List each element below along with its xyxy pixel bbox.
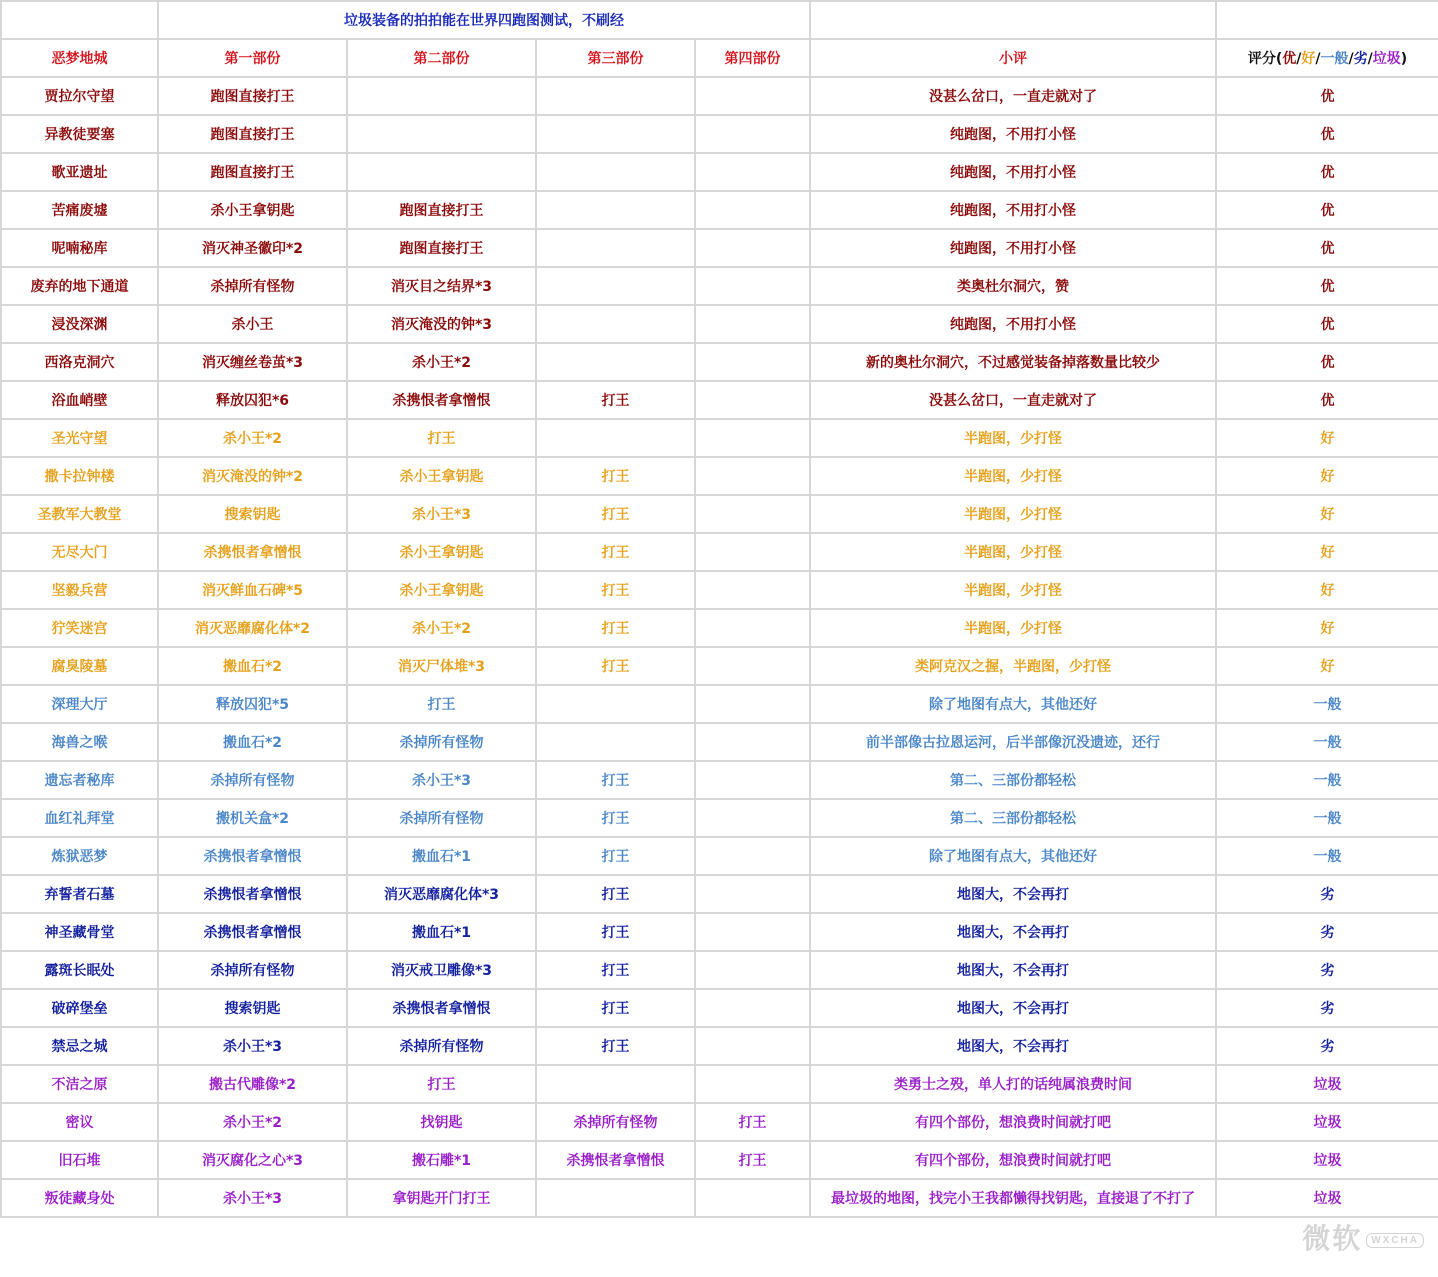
part3-cell: 打王 <box>536 381 695 419</box>
table-row <box>1 305 1438 343</box>
rating-cell: 一般 <box>1216 761 1438 799</box>
part2-cell: 打王 <box>347 685 536 723</box>
part4-cell <box>695 799 810 837</box>
rating-cell: 垃圾 <box>1216 1103 1438 1141</box>
part4-cell <box>695 647 810 685</box>
rating-cell: 劣 <box>1216 951 1438 989</box>
rating-legend-hao: 好 <box>1301 51 1316 67</box>
part1-cell: 杀携恨者拿憎恨 <box>158 913 347 951</box>
part4-cell <box>695 343 810 381</box>
rating-cell: 劣 <box>1216 1027 1438 1065</box>
part3-cell: 打王 <box>536 989 695 1027</box>
part3-cell: 打王 <box>536 837 695 875</box>
part1-cell: 搬机关盒*2 <box>158 799 347 837</box>
table-row <box>1 1179 1438 1217</box>
dungeon-name: 狞笑迷宫 <box>1 609 158 647</box>
part2-cell: 搬石雕*1 <box>347 1141 536 1179</box>
part4-cell <box>695 115 810 153</box>
comment-cell: 半跑图，少打怪 <box>810 495 1216 533</box>
part1-cell: 搬古代雕像*2 <box>158 1065 347 1103</box>
part2-cell: 杀掉所有怪物 <box>347 799 536 837</box>
part4-cell <box>695 609 810 647</box>
comment-cell: 第二、三部份都轻松 <box>810 799 1216 837</box>
dungeon-name: 西洛克洞穴 <box>1 343 158 381</box>
dungeon-name: 浸没深渊 <box>1 305 158 343</box>
dungeon-name: 坚毅兵营 <box>1 571 158 609</box>
part2-cell: 杀掉所有怪物 <box>347 1027 536 1065</box>
part4-cell <box>695 875 810 913</box>
table-row <box>1 723 1438 761</box>
part4-cell <box>695 1179 810 1217</box>
comment-cell: 最垃圾的地图，找完小王我都懒得找钥匙，直接退了不打了 <box>810 1179 1216 1217</box>
part4-cell: 打王 <box>695 1141 810 1179</box>
table-row <box>1 1141 1438 1179</box>
rating-cell: 好 <box>1216 647 1438 685</box>
dungeon-name: 血红礼拜堂 <box>1 799 158 837</box>
part1-cell: 搜索钥匙 <box>158 989 347 1027</box>
part4-cell <box>695 153 810 191</box>
part4-cell <box>695 989 810 1027</box>
part4-cell <box>695 381 810 419</box>
part1-cell: 杀掉所有怪物 <box>158 761 347 799</box>
part3-cell: 打王 <box>536 571 695 609</box>
comment-cell: 半跑图，少打怪 <box>810 571 1216 609</box>
part1-cell: 消灭缠丝卷茧*3 <box>158 343 347 381</box>
part1-cell: 搜索钥匙 <box>158 495 347 533</box>
dungeon-name: 遗忘者秘库 <box>1 761 158 799</box>
dungeon-name: 呢喃秘库 <box>1 229 158 267</box>
rating-legend-prefix: 评分( <box>1247 51 1283 67</box>
part2-cell: 杀小王拿钥匙 <box>347 457 536 495</box>
part1-cell: 释放囚犯*5 <box>158 685 347 723</box>
rating-cell: 优 <box>1216 153 1438 191</box>
part3-cell <box>536 267 695 305</box>
part2-cell: 跑图直接打王 <box>347 191 536 229</box>
comment-cell: 新的奥杜尔洞穴，不过感觉装备掉落数量比较少 <box>810 343 1216 381</box>
part3-cell: 打王 <box>536 761 695 799</box>
rating-cell: 劣 <box>1216 989 1438 1027</box>
part2-cell <box>347 77 536 115</box>
table-row <box>1 533 1438 571</box>
note-row <box>1 1 1438 39</box>
comment-cell: 第二、三部份都轻松 <box>810 761 1216 799</box>
part2-cell <box>347 153 536 191</box>
comment-cell: 纯跑图，不用打小怪 <box>810 115 1216 153</box>
part3-cell: 打王 <box>536 799 695 837</box>
part4-cell <box>695 419 810 457</box>
part1-cell: 杀掉所有怪物 <box>158 951 347 989</box>
comment-cell: 类奥杜尔洞穴，赞 <box>810 267 1216 305</box>
comment-cell: 类阿克汉之握，半跑图，少打怪 <box>810 647 1216 685</box>
part3-cell: 杀携恨者拿憎恨 <box>536 1141 695 1179</box>
part1-cell: 杀小王*2 <box>158 419 347 457</box>
dungeon-name: 旧石堆 <box>1 1141 158 1179</box>
comment-cell: 纯跑图，不用打小怪 <box>810 191 1216 229</box>
part4-cell <box>695 305 810 343</box>
part1-cell: 杀携恨者拿憎恨 <box>158 837 347 875</box>
part1-cell: 消灭淹没的钟*2 <box>158 457 347 495</box>
part4-cell <box>695 495 810 533</box>
rating-cell: 优 <box>1216 381 1438 419</box>
part3-cell <box>536 419 695 457</box>
part1-cell: 杀携恨者拿憎恨 <box>158 533 347 571</box>
part4-cell <box>695 723 810 761</box>
header-part4: 第四部份 <box>695 39 810 77</box>
rating-legend-sep: / <box>1296 51 1302 67</box>
part2-cell: 消灭戒卫雕像*3 <box>347 951 536 989</box>
rating-cell: 好 <box>1216 533 1438 571</box>
part2-cell: 搬血石*1 <box>347 913 536 951</box>
dungeon-name: 浴血峭壁 <box>1 381 158 419</box>
part3-cell <box>536 723 695 761</box>
test-note: 垃圾装备的拍拍能在世界四跑图测试，不刷经 <box>158 1 810 39</box>
part2-cell: 消灭尸体堆*3 <box>347 647 536 685</box>
part4-cell <box>695 837 810 875</box>
part1-cell: 消灭鲜血石碑*5 <box>158 571 347 609</box>
part2-cell: 杀小王拿钥匙 <box>347 533 536 571</box>
comment-cell: 纯跑图，不用打小怪 <box>810 229 1216 267</box>
comment-cell: 前半部像古拉恩运河，后半部像沉没遗迹，还行 <box>810 723 1216 761</box>
part1-cell: 跑图直接打王 <box>158 115 347 153</box>
table-row <box>1 913 1438 951</box>
part3-cell <box>536 153 695 191</box>
part1-cell: 跑图直接打王 <box>158 77 347 115</box>
watermark-logo: 微软 WXCHA <box>1302 1217 1424 1257</box>
table-row <box>1 343 1438 381</box>
part4-cell <box>695 913 810 951</box>
comment-cell: 地图大，不会再打 <box>810 1027 1216 1065</box>
comment-cell: 半跑图，少打怪 <box>810 609 1216 647</box>
part1-cell: 杀小王*2 <box>158 1103 347 1141</box>
part2-cell <box>347 115 536 153</box>
part3-cell <box>536 305 695 343</box>
dungeon-name: 腐臭陵墓 <box>1 647 158 685</box>
dungeon-name: 神圣藏骨堂 <box>1 913 158 951</box>
part4-cell <box>695 191 810 229</box>
part4-cell <box>695 229 810 267</box>
part3-cell <box>536 191 695 229</box>
comment-cell: 地图大，不会再打 <box>810 913 1216 951</box>
dungeon-name: 海兽之喉 <box>1 723 158 761</box>
rating-legend-lie: 劣 <box>1353 51 1368 67</box>
part2-cell: 打王 <box>347 419 536 457</box>
part3-cell: 打王 <box>536 913 695 951</box>
part3-cell <box>536 1179 695 1217</box>
rating-cell: 优 <box>1216 343 1438 381</box>
rating-cell: 优 <box>1216 267 1438 305</box>
rating-cell: 垃圾 <box>1216 1179 1438 1217</box>
rating-cell: 好 <box>1216 457 1438 495</box>
part4-cell <box>695 457 810 495</box>
part3-cell <box>536 343 695 381</box>
comment-cell: 地图大，不会再打 <box>810 989 1216 1027</box>
table-row <box>1 457 1438 495</box>
rating-cell: 优 <box>1216 305 1438 343</box>
rating-cell: 优 <box>1216 77 1438 115</box>
part4-cell <box>695 77 810 115</box>
rating-cell: 劣 <box>1216 875 1438 913</box>
part3-cell: 打王 <box>536 647 695 685</box>
rating-legend-yiban: 一般 <box>1320 51 1349 67</box>
part3-cell <box>536 685 695 723</box>
rating-cell: 好 <box>1216 419 1438 457</box>
rating-cell: 一般 <box>1216 685 1438 723</box>
dungeon-name: 弃誓者石墓 <box>1 875 158 913</box>
rating-legend-laji: 垃圾 <box>1372 51 1401 67</box>
table-row <box>1 77 1438 115</box>
part4-cell <box>695 951 810 989</box>
rating-cell: 好 <box>1216 495 1438 533</box>
dungeon-name: 叛徒藏身处 <box>1 1179 158 1217</box>
comment-cell: 除了地图有点大，其他还好 <box>810 685 1216 723</box>
part3-cell: 打王 <box>536 495 695 533</box>
header-rating <box>1216 39 1438 77</box>
rating-cell: 优 <box>1216 115 1438 153</box>
note-empty-cell <box>810 1 1216 39</box>
dungeon-name: 苦痛废墟 <box>1 191 158 229</box>
dungeon-name: 破碎堡垒 <box>1 989 158 1027</box>
rating-cell: 劣 <box>1216 913 1438 951</box>
part4-cell <box>695 761 810 799</box>
part2-cell: 杀掉所有怪物 <box>347 723 536 761</box>
table-row <box>1 495 1438 533</box>
comment-cell: 除了地图有点大，其他还好 <box>810 837 1216 875</box>
part3-cell: 打王 <box>536 875 695 913</box>
table-row <box>1 381 1438 419</box>
part1-cell: 搬血石*2 <box>158 723 347 761</box>
rating-legend-sep: / <box>1367 51 1373 67</box>
part2-cell: 找钥匙 <box>347 1103 536 1141</box>
comment-cell: 半跑图，少打怪 <box>810 533 1216 571</box>
rating-legend-sep: / <box>1348 51 1354 67</box>
part2-cell: 杀携恨者拿憎恨 <box>347 989 536 1027</box>
table-row <box>1 419 1438 457</box>
table-row <box>1 609 1438 647</box>
part4-cell <box>695 685 810 723</box>
part2-cell: 消灭目之结界*3 <box>347 267 536 305</box>
rating-cell: 优 <box>1216 191 1438 229</box>
rating-cell: 一般 <box>1216 723 1438 761</box>
rating-cell: 好 <box>1216 609 1438 647</box>
part2-cell: 消灭淹没的钟*3 <box>347 305 536 343</box>
part2-cell: 跑图直接打王 <box>347 229 536 267</box>
comment-cell: 地图大，不会再打 <box>810 951 1216 989</box>
part2-cell: 杀小王*3 <box>347 761 536 799</box>
part4-cell <box>695 1065 810 1103</box>
table-row <box>1 1103 1438 1141</box>
dungeon-name: 无尽大门 <box>1 533 158 571</box>
table-row <box>1 989 1438 1027</box>
part3-cell <box>536 77 695 115</box>
comment-cell: 有四个部份，想浪费时间就打吧 <box>810 1103 1216 1141</box>
part4-cell <box>695 267 810 305</box>
comment-cell: 没甚么岔口，一直走就对了 <box>810 77 1216 115</box>
table-row <box>1 153 1438 191</box>
dungeon-name: 贾拉尔守望 <box>1 77 158 115</box>
part3-cell: 打王 <box>536 609 695 647</box>
dungeon-name: 废弃的地下通道 <box>1 267 158 305</box>
part1-cell: 杀携恨者拿憎恨 <box>158 875 347 913</box>
header-part1: 第一部份 <box>158 39 347 77</box>
table-row <box>1 267 1438 305</box>
part3-cell: 打王 <box>536 533 695 571</box>
comment-cell: 半跑图，少打怪 <box>810 457 1216 495</box>
part1-cell: 杀小王 <box>158 305 347 343</box>
note-empty-cell <box>1216 1 1438 39</box>
part2-cell: 打王 <box>347 1065 536 1103</box>
part4-cell <box>695 1027 810 1065</box>
comment-cell: 有四个部份，想浪费时间就打吧 <box>810 1141 1216 1179</box>
table-body <box>1 1 1438 1217</box>
rating-legend-sep: / <box>1315 51 1321 67</box>
header-part3: 第三部份 <box>536 39 695 77</box>
header-row <box>1 39 1438 77</box>
table-row <box>1 1027 1438 1065</box>
table-row <box>1 1065 1438 1103</box>
table-row <box>1 229 1438 267</box>
rating-legend-you: 优 <box>1282 51 1297 67</box>
table-row <box>1 837 1438 875</box>
rating-cell: 一般 <box>1216 799 1438 837</box>
dungeon-name: 圣光守望 <box>1 419 158 457</box>
dungeon-name: 异教徒要塞 <box>1 115 158 153</box>
part1-cell: 消灭腐化之心*3 <box>158 1141 347 1179</box>
part2-cell: 搬血石*1 <box>347 837 536 875</box>
part1-cell: 杀小王拿钥匙 <box>158 191 347 229</box>
part2-cell: 杀小王*2 <box>347 343 536 381</box>
part3-cell: 打王 <box>536 457 695 495</box>
dungeon-name: 禁忌之城 <box>1 1027 158 1065</box>
table-row <box>1 951 1438 989</box>
part2-cell: 消灭恶靡腐化体*3 <box>347 875 536 913</box>
part1-cell: 搬血石*2 <box>158 647 347 685</box>
comment-cell: 没甚么岔口，一直走就对了 <box>810 381 1216 419</box>
part1-cell: 杀掉所有怪物 <box>158 267 347 305</box>
dungeon-name: 密议 <box>1 1103 158 1141</box>
header-comment: 小评 <box>810 39 1216 77</box>
header-part2: 第二部份 <box>347 39 536 77</box>
part4-cell: 打王 <box>695 1103 810 1141</box>
comment-cell: 半跑图，少打怪 <box>810 419 1216 457</box>
part1-cell: 杀小王*3 <box>158 1027 347 1065</box>
header-dungeon: 恶梦地城 <box>1 39 158 77</box>
part1-cell: 消灭神圣徽印*2 <box>158 229 347 267</box>
dungeon-name: 露斑长眠处 <box>1 951 158 989</box>
part2-cell: 杀小王*3 <box>347 495 536 533</box>
part3-cell: 打王 <box>536 1027 695 1065</box>
part4-cell <box>695 571 810 609</box>
rating-cell: 垃圾 <box>1216 1065 1438 1103</box>
dungeon-name: 不洁之原 <box>1 1065 158 1103</box>
dungeon-name: 歌亚遗址 <box>1 153 158 191</box>
part2-cell: 杀小王拿钥匙 <box>347 571 536 609</box>
note-empty-cell <box>1 1 158 39</box>
table-row <box>1 685 1438 723</box>
part1-cell: 释放囚犯*6 <box>158 381 347 419</box>
part1-cell: 杀小王*3 <box>158 1179 347 1217</box>
rating-legend-suffix: ) <box>1400 51 1408 67</box>
part2-cell: 杀小王*2 <box>347 609 536 647</box>
table-row <box>1 191 1438 229</box>
part4-cell <box>695 533 810 571</box>
part2-cell: 杀携恨者拿憎恨 <box>347 381 536 419</box>
dungeon-name: 撒卡拉钟楼 <box>1 457 158 495</box>
part3-cell: 杀掉所有怪物 <box>536 1103 695 1141</box>
table-row <box>1 761 1438 799</box>
rating-cell: 一般 <box>1216 837 1438 875</box>
part1-cell: 跑图直接打王 <box>158 153 347 191</box>
rating-cell: 垃圾 <box>1216 1141 1438 1179</box>
part3-cell <box>536 1065 695 1103</box>
table-row <box>1 647 1438 685</box>
dungeon-name: 炼狱恶梦 <box>1 837 158 875</box>
part3-cell <box>536 229 695 267</box>
part1-cell: 消灭恶靡腐化体*2 <box>158 609 347 647</box>
dungeon-name: 深理大厅 <box>1 685 158 723</box>
table-row <box>1 799 1438 837</box>
dungeon-name: 圣教军大教堂 <box>1 495 158 533</box>
rating-cell: 好 <box>1216 571 1438 609</box>
table-row <box>1 115 1438 153</box>
table-row <box>1 875 1438 913</box>
comment-cell: 纯跑图，不用打小怪 <box>810 305 1216 343</box>
table-row <box>1 571 1438 609</box>
comment-cell: 类勇士之殁，单人打的话纯属浪费时间 <box>810 1065 1216 1103</box>
rating-cell: 优 <box>1216 229 1438 267</box>
part3-cell: 打王 <box>536 951 695 989</box>
comment-cell: 纯跑图，不用打小怪 <box>810 153 1216 191</box>
comment-cell: 地图大，不会再打 <box>810 875 1216 913</box>
part3-cell <box>536 115 695 153</box>
part2-cell: 拿钥匙开门打王 <box>347 1179 536 1217</box>
